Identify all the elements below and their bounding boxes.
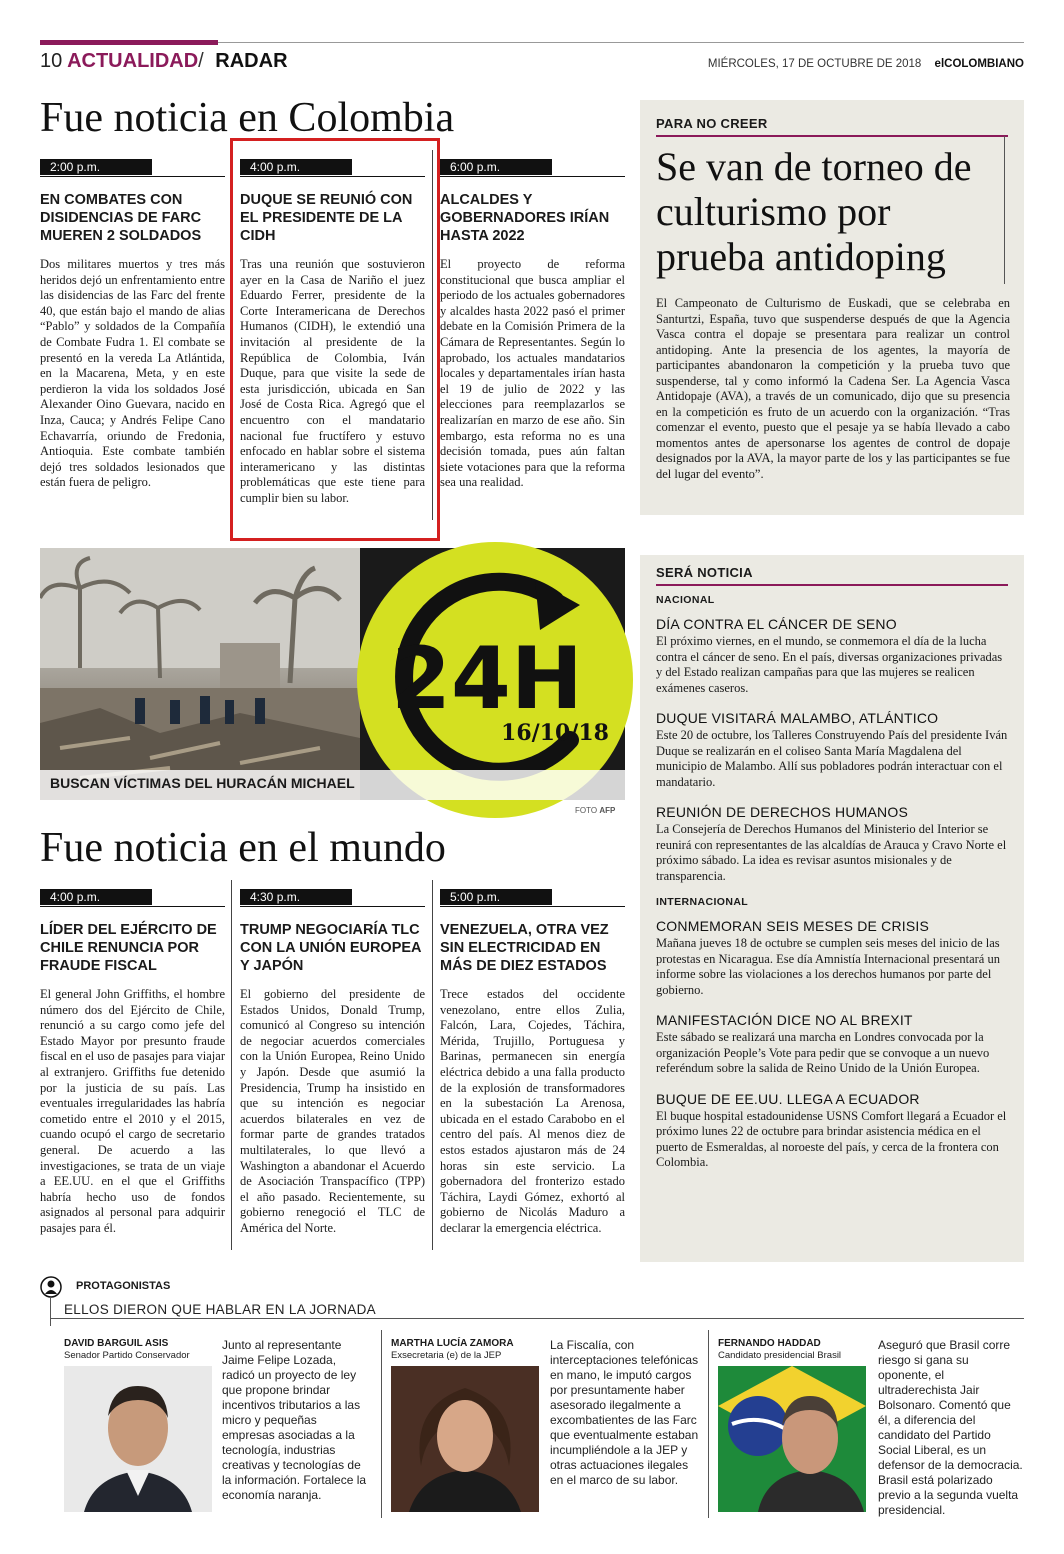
person-photo (391, 1366, 539, 1512)
person-divider (381, 1330, 382, 1518)
category-internacional: INTERNACIONAL (656, 896, 749, 908)
column-divider (231, 880, 232, 1250)
news-headline: REUNIÓN DE DERECHOS HUMANOS (656, 804, 908, 820)
time-tag: 4:00 p.m. (240, 159, 352, 175)
mundo-item-1 (40, 888, 225, 1237)
time-tag: 4:30 p.m. (240, 889, 352, 905)
person-name: DAVID BARGUIL ASIS (64, 1338, 169, 1349)
colombia-item-3 (440, 158, 625, 491)
issue-date: MIÉRCOLES, 17 DE OCTUBRE DE 2018 (707, 58, 922, 70)
person-text: Aseguró que Brasil corre riesgo si gana su oponente, el ultraderechista Jair Bolsonaro. Comentó que él, a diferencia del candidato del Partido Social Liberal, es un defensor de la democracia. Brasil está polarizado previo a la segunda vuelta presidencial. (878, 1338, 1023, 1517)
person-icon (40, 1276, 62, 1298)
item-body: El gobierno del presidente de Estados Unidos, Donald Trump, comunicó al Congreso su intención de negociar acuerdos comerciales con la Unión Europea, Reino Unido y Japón. Desde que asumió la Presidencia, Trump ha insistido en que su intención es negociar acuerdos bilaterales en vez de formar parte de grandes tratados multilaterales, lo que llevó a Washington a abandonar el Acuerdo de Asociación Transpacífico (TPP) el año pasado. Recientemente, su gobierno renegoció el TLC de América del Norte. (240, 987, 425, 1235)
news-body: Este 20 de octubre, los Talleres Construyendo País del presidente Iván Duque se realizarán en el coliseo Santa María Magdalena del municipio de Malambo. Allí sus pobladores podrán interactuar con el mandatario. (656, 728, 1008, 789)
person-role: Exsecretaria (e) de la JEP (391, 1350, 502, 1361)
news-headline: DUQUE VISITARÁ MALAMBO, ATLÁNTICO (656, 710, 939, 726)
news-body: La Consejería de Derechos Humanos del Ministerio del Interior se reunirá con representantes de las alcaldías de Arauca y Cravo Norte el próximo sábado. La idea es revisar asuntos misionales y de transparencia. (656, 822, 1007, 883)
protagonistas-subtitle: ELLOS DIERON QUE HABLAR EN LA JORNADA (64, 1302, 376, 1317)
header-accent-bar (40, 40, 218, 45)
photo-caption: BUSCAN VÍCTIMAS DEL HURACÁN MICHAEL (50, 775, 355, 791)
section-name: ACTUALIDAD (67, 50, 199, 72)
box-body: El Campeonato de Culturismo de Euskadi, que se celebraba en Santurtzi, España, tuvo que suspenderse después de que la Agencia Vasca contra el dopaje se presentara para realizar un control antidoping. Ante la presencia de los agentes, la mayoría de participantes abandonaron la competición y la prueba tuvo que suspenderse, tal y como informó la Cadena Ser. La Agencia Vasca Antidopaje (AVA), a través de un comunicado, dijo que su presencia en la competición es fruto de un acuerdo con la organización. “Tras comenzar el evento, puesto que el pesaje ya se había llevado a cabo momentos antes de apersonarse los agentes de control de dopaje designados por la AVA, la mayor parte de los y las participantes se fue del lugar del evento”. (656, 296, 1010, 481)
item-body: El proyecto de reforma constitucional que busca ampliar el periodo de los actuales gobernadores y alcaldes hasta 2022 pasó el primer debate en la Comisión Primera de la Cámara de Representantes. Según lo aprobado, los actuales mandatarios locales y departamentales irían hasta el 19 de julio de 2022 y las elecciones para reemplazarlos se realizarían en marzo de ese año. Sin embargo, esta reforma no es una decisión tomada, pues aún faltan siete votaciones para que la reforma sea una realidad. (440, 257, 625, 490)
badge-text: 24H (391, 629, 583, 729)
credit-agency: AFP (599, 806, 616, 815)
news-headline: BUQUE DE EE.UU. LLEGA A ECUADOR (656, 1090, 920, 1107)
header-meta (708, 58, 1024, 70)
news-body: Mañana jueves 18 de octubre se cumplen seis meses del inicio de las protestas en Nicaragua. Ese día Amnistía Internacional presentará un informe sobre las violaciones a los derechos humanos por parte del gobierno. (656, 936, 1000, 997)
item-headline: EN COMBATES CON DISIDENCIAS DE FARC MUEREN 2 SOLDADOS (40, 192, 202, 244)
news-body: El próximo viernes, en el mundo, se conmemora el día de la lucha contra el cáncer de seno. En el país, diversas organizaciones privadas y del Estado realizan campañas para que las mujeres se realicen exámenes caseros. (656, 634, 1003, 695)
person-text: Junto al representante Jaime Felipe Lozada, radicó un proyecto de ley que propone brindar incentivos tributarios a las micro y pequeñas empresas asociadas a la tecnología, industrias creativas y tecnologías de la información. Fortalece la economía naranja. (222, 1338, 367, 1502)
hurricane-scene-illustration (40, 548, 360, 800)
news-body: El buque hospital estadounidense USNS Comfort llegará a Ecuador el próximo lunes 22 de octubre para brindar asistencia médica en el puerto de Esmeraldas, al noroeste del país, y cerca de la frontera con Colombia. (656, 1108, 1007, 1169)
box-label: PARA NO CREER (656, 116, 768, 131)
news-body: Este sábado se realizará una marcha en Londres convocada por la organización People’s Vote para pedir que se convoque a un nuevo referéndum sobre la salida de Reino Unido de la Unión Europea. (656, 1030, 990, 1075)
page-number: 10 (40, 50, 63, 72)
highlight-box (230, 138, 440, 541)
time-rule (440, 176, 625, 177)
item-headline: VENEZUELA, OTRA VEZ SIN ELECTRICIDAD EN MÁS DE DIEZ ESTADOS (440, 922, 609, 974)
time-rule (40, 176, 225, 177)
time-rule (240, 906, 425, 907)
item-headline: TRUMP NEGOCIARÍA TLC CON LA UNIÓN EUROPEA Y JAPÓN (240, 922, 421, 974)
header-rule (218, 42, 1024, 43)
box-title: Se van de torneo de culturismo por prueba antidoping (656, 144, 972, 279)
hurricane-photo (40, 548, 360, 800)
credit-label: FOTO (575, 806, 598, 815)
title-side-rule (1004, 136, 1005, 284)
item-headline: LÍDER DEL EJÉRCITO DE CHILE RENUNCIA POR FRAUDE FISCAL (40, 922, 217, 974)
person-name: MARTHA LUCÍA ZAMORA (391, 1338, 514, 1349)
news-headline: MANIFESTACIÓN DICE NO AL BREXIT (656, 1012, 913, 1028)
mundo-item-3 (440, 888, 625, 1237)
item-body: El general John Griffiths, el hombre número dos del Ejército de Chile, renunció a su cargo como jefe del Estado Mayor por presunto fraude fiscal en el uso de pasajes para viajar al extranjero. Griffiths fue detenido por la justicia de su país. Las eventuales irregularidades las habría cometido entre el 2010 y el 2015, cuando ocupó el cargo de secretario general. De acuerdo a las investigaciones, se trata de un viaje a EE.UU. en el que el Griffiths habría hecho uso de fondos asignados al personal para adquirir pasajes para él. (40, 987, 225, 1235)
person-photo (64, 1366, 212, 1512)
box-label: SERÁ NOTICIA (656, 565, 753, 580)
time-rule (440, 906, 625, 907)
news-headline: DÍA CONTRA EL CÁNCER DE SENO (656, 616, 897, 632)
section-header (40, 50, 288, 73)
column-divider (432, 150, 433, 520)
person-divider (708, 1330, 709, 1518)
item-body: Dos militares muertos y tres más heridos dejó un enfrentamiento entre las disidencias de las Farc del frente 40, que están bajo el mando de alias “Pablo” y soldados de la Compañía de Combate Fudra 1. El combate se presentó en la vereda La Atlántida, en la Macarena, Meta, y en este perdieron la vida los soldados José Alexander Oino Guevara, nacido en Inza, Cauca; y Andrés Felipe Cano Echavarría, oriundo de Fredonia, Antioquia. Este combate también dejó tres soldados lesionados que están fuera de peligro. (40, 257, 225, 490)
mundo-title: Fue noticia en el mundo (40, 825, 446, 871)
protagonistas-rule (50, 1318, 1024, 1319)
person-text: La Fiscalía, con interceptaciones telefónicas en mano, le imputó cargos por presuntamente haber asesorado ilegalmente a excombatientes de las Farc que eventualmente estaban incumpliéndole a la JEP y otras actuaciones ilegales en el marco de su labor. (550, 1338, 699, 1487)
para-no-creer-box (640, 100, 1024, 515)
category-nacional: NACIONAL (656, 594, 715, 606)
person-name: FERNANDO HADDAD (718, 1338, 821, 1349)
section-separator: / (198, 50, 204, 72)
colombia-item-1 (40, 158, 225, 491)
brand-logo: elCOLOMBIANO (934, 58, 1024, 70)
column-divider (432, 880, 433, 1250)
person-photo (718, 1366, 866, 1512)
news-headline: CONMEMORAN SEIS MESES DE CRISIS (656, 918, 930, 934)
item-headline: ALCALDES Y GOBERNADORES IRÍAN HASTA 2022 (440, 192, 610, 244)
box-rule (656, 584, 1008, 586)
box-rule (656, 135, 1008, 137)
person-role: Candidato presidencial Brasil (718, 1350, 842, 1361)
mundo-item-2 (240, 888, 425, 1237)
badge-date: 16/10/18 (501, 720, 609, 746)
protagonistas-rule (50, 1298, 51, 1326)
photo-credit (575, 806, 615, 815)
time-tag: 4:00 p.m. (40, 889, 152, 905)
person-role: Senador Partido Conservador (64, 1350, 190, 1361)
sera-noticia-box (640, 555, 1024, 1262)
item-body: Tras una reunión que sostuvieron ayer en la Casa de Nariño el juez Eduardo Ferrer, presidente de la Corte Interamericana de Derechos Humanos (CIDH), le extendió una invitación al presidente de la República de Colombia, Iván Duque, para que visite la sede de esta jurisdicción, ubicada en San José de Costa Rica. Agregó que el encuentro con el mandatario nacional fue fructífero y estuvo enfocado en hablar sobre el sistema interamericano y las distintas problemáticas que este tiene para cumplir bien su labor. (240, 257, 425, 505)
item-headline: DUQUE SE REUNIÓ CON EL PRESIDENTE DE LA CIDH (240, 192, 413, 244)
protagonistas-label: PROTAGONISTAS (76, 1280, 171, 1292)
subsection-name: RADAR (215, 50, 288, 72)
colombia-title: Fue noticia en Colombia (40, 95, 455, 141)
time-tag: 6:00 p.m. (440, 159, 552, 175)
time-tag: 2:00 p.m. (40, 159, 152, 175)
item-body: Trece estados del occidente venezolano, entre ellos Zulia, Falcón, Lara, Cojedes, Táchira, Mérida, Trujillo, Portuguesa y Barinas, permanecen sin energía eléctrica debido a una falla producto de la explosión de transformadores en la subestación La Arenosa, ubicada en el estado Carabobo en el centro del país. Al menos diez de estos estados ajustaron más de 24 horas sin este servicio. La gobernadora del fronterizo estado Táchira, Laydi Gómez, exhortó al gobierno de Nicolás Maduro a declarar la emergencia eléctrica. (440, 987, 625, 1235)
time-rule (40, 906, 225, 907)
time-tag: 5:00 p.m. (440, 889, 552, 905)
